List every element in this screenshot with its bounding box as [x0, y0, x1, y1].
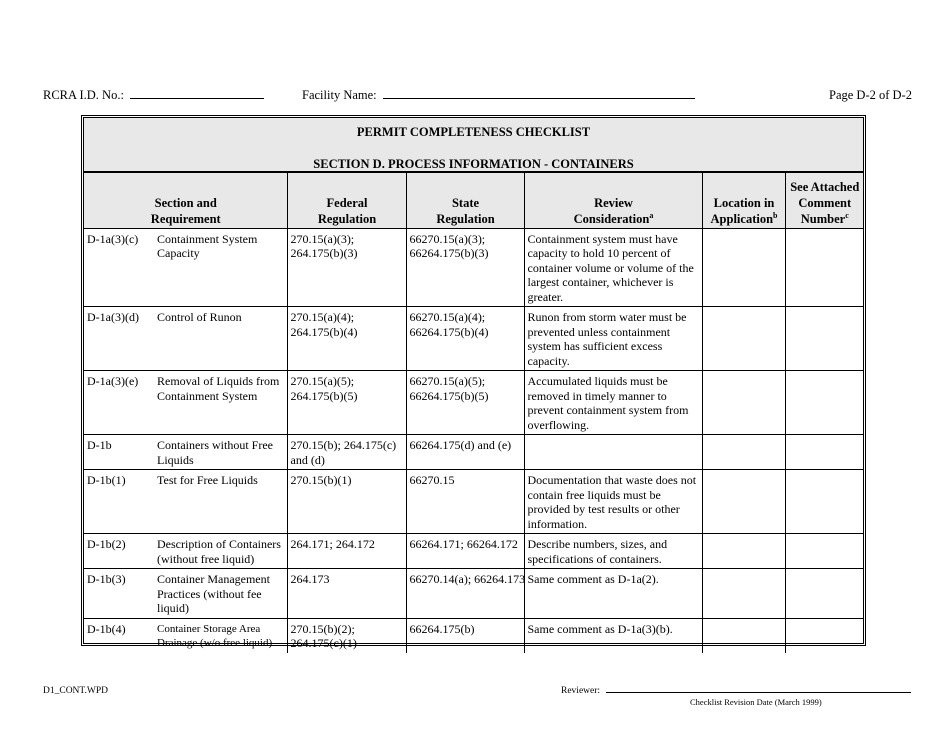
- comment-cell[interactable]: [785, 569, 863, 619]
- review-cell: Accumulated liquids must be removed in timely manner to prevent containment system from overflowing.: [524, 371, 702, 435]
- section-code: D-1b(1): [87, 473, 126, 487]
- section-cell: [84, 435, 287, 470]
- requirement-text: Container Storage Area Drainage (w/o free liquid): [157, 622, 273, 649]
- federal-cell: 270.15(a)(4); 264.175(b)(4): [287, 307, 406, 371]
- review-cell: Same comment as D-1a(2).: [524, 569, 702, 619]
- requirement-text: Container Management Practices (without fee liquid): [157, 572, 270, 615]
- section-cell: [84, 371, 287, 435]
- location-cell[interactable]: [702, 618, 785, 653]
- section-cell: [84, 470, 287, 534]
- table-row: [84, 228, 863, 307]
- state-cell: 66270.15(a)(5); 66264.175(b)(5): [406, 371, 524, 435]
- federal-cell: 270.15(a)(3); 264.175(b)(3): [287, 228, 406, 307]
- table-row: [84, 470, 863, 534]
- location-cell[interactable]: [702, 470, 785, 534]
- section-code: D-1a(3)(e): [87, 374, 139, 388]
- federal-cell: 270.15(b)(2); 264.175(c)(1): [287, 618, 406, 653]
- state-cell: 66270.14(a); 66264.173: [406, 569, 524, 619]
- header-row: [84, 173, 863, 228]
- section-cell: [84, 534, 287, 569]
- location-cell[interactable]: [702, 435, 785, 470]
- section-cell: [84, 569, 287, 619]
- section-code: D-1b: [87, 438, 112, 452]
- section-code: D-1b(2): [87, 537, 126, 551]
- section-cell: [84, 228, 287, 307]
- rcra-id-blank: [130, 88, 264, 99]
- comment-cell[interactable]: [785, 470, 863, 534]
- checklist-title-band: [84, 118, 863, 173]
- review-cell: Describe numbers, sizes, and specifications of containers.: [524, 534, 702, 569]
- review-cell: Same comment as D-1a(3)(b).: [524, 618, 702, 653]
- rcra-id-field: [43, 88, 264, 103]
- requirement-text: Containment System Capacity: [157, 231, 258, 260]
- section-cell: [84, 618, 287, 653]
- federal-cell: 270.15(b)(1): [287, 470, 406, 534]
- location-cell[interactable]: [702, 228, 785, 307]
- file-name: D1_CONT.WPD: [43, 686, 109, 696]
- state-cell: 66264.175(b): [406, 618, 524, 653]
- state-cell: 66264.175(d) and (e): [406, 435, 524, 470]
- reviewer-blank: [606, 692, 911, 693]
- section-code: D-1b(4): [87, 621, 126, 636]
- requirement-text: Test for Free Liquids: [157, 473, 258, 487]
- col-federal-regulation: Federal Regulation: [287, 173, 406, 228]
- checklist-table: [84, 173, 863, 653]
- section-code: D-1a(3)(c): [87, 231, 139, 246]
- table-row: [84, 534, 863, 569]
- comment-cell[interactable]: [785, 371, 863, 435]
- table-row: [84, 307, 863, 371]
- review-cell: Containment system must have capacity to hold 10 percent of container volume or volume of the largest container, whichever is greater.: [524, 228, 702, 307]
- location-cell[interactable]: [702, 569, 785, 619]
- federal-cell: 264.171; 264.172: [287, 534, 406, 569]
- location-cell[interactable]: [702, 307, 785, 371]
- location-cell[interactable]: [702, 534, 785, 569]
- page-number: Page D-2 of D-2: [829, 88, 912, 102]
- facility-name-label: Facility Name:: [302, 88, 377, 102]
- federal-cell: 270.15(b); 264.175(c) and (d): [287, 435, 406, 470]
- table-row: [84, 569, 863, 619]
- requirement-text: Control of Runon: [157, 310, 242, 324]
- col-section-requirement: Section and Requirement: [84, 173, 287, 228]
- review-cell: Runon from storm water must be prevented unless containment system has sufficient excess capacity.: [524, 307, 702, 371]
- comment-cell[interactable]: [785, 435, 863, 470]
- col-state-regulation: State Regulation: [406, 173, 524, 228]
- table-row: [84, 435, 863, 470]
- facility-name-field: [302, 88, 695, 103]
- comment-cell[interactable]: [785, 534, 863, 569]
- federal-cell: 270.15(a)(5); 264.175(b)(5): [287, 371, 406, 435]
- col-review-consideration: Review Consideration$^a$: [524, 173, 702, 228]
- requirement-text: Description of Containers (without free liquid): [157, 537, 281, 566]
- review-cell: Documentation that waste does not contain free liquids must be provided by test results or other information.: [524, 470, 702, 534]
- state-cell: 66270.15(a)(4); 66264.175(b)(4): [406, 307, 524, 371]
- review-cell: [524, 435, 702, 470]
- reviewer-label: Reviewer:: [561, 686, 601, 696]
- requirement-text: Removal of Liquids from Containment System: [157, 374, 280, 403]
- state-cell: 66270.15(a)(3); 66264.175(b)(3): [406, 228, 524, 307]
- facility-name-blank: [383, 88, 695, 99]
- comment-cell[interactable]: [785, 228, 863, 307]
- comment-cell[interactable]: [785, 618, 863, 653]
- col-comment-number: See Attached Comment Number$^c$: [785, 173, 863, 228]
- section-code: D-1a(3)(d): [87, 310, 139, 324]
- comment-cell[interactable]: [785, 307, 863, 371]
- checklist-box: [81, 115, 866, 650]
- reviewer-field: [561, 686, 911, 696]
- rcra-id-label: RCRA I.D. No.:: [43, 88, 124, 102]
- section-title: SECTION D. PROCESS INFORMATION - CONTAINERS: [313, 157, 634, 171]
- table-row: [84, 371, 863, 435]
- section-code: D-1b(3): [87, 572, 126, 586]
- revision-date: Checklist Revision Date (March 1999): [690, 697, 822, 707]
- federal-cell: 264.173: [287, 569, 406, 619]
- requirement-text: Containers without Free Liquids: [157, 438, 273, 467]
- section-cell: [84, 307, 287, 371]
- location-cell[interactable]: [702, 371, 785, 435]
- col-location-in-application: Location in Application$^b$: [702, 173, 785, 228]
- state-cell: 66270.15: [406, 470, 524, 534]
- state-cell: 66264.171; 66264.172: [406, 534, 524, 569]
- checklist-title: PERMIT COMPLETENESS CHECKLIST: [356, 125, 591, 139]
- table-row: [84, 618, 863, 653]
